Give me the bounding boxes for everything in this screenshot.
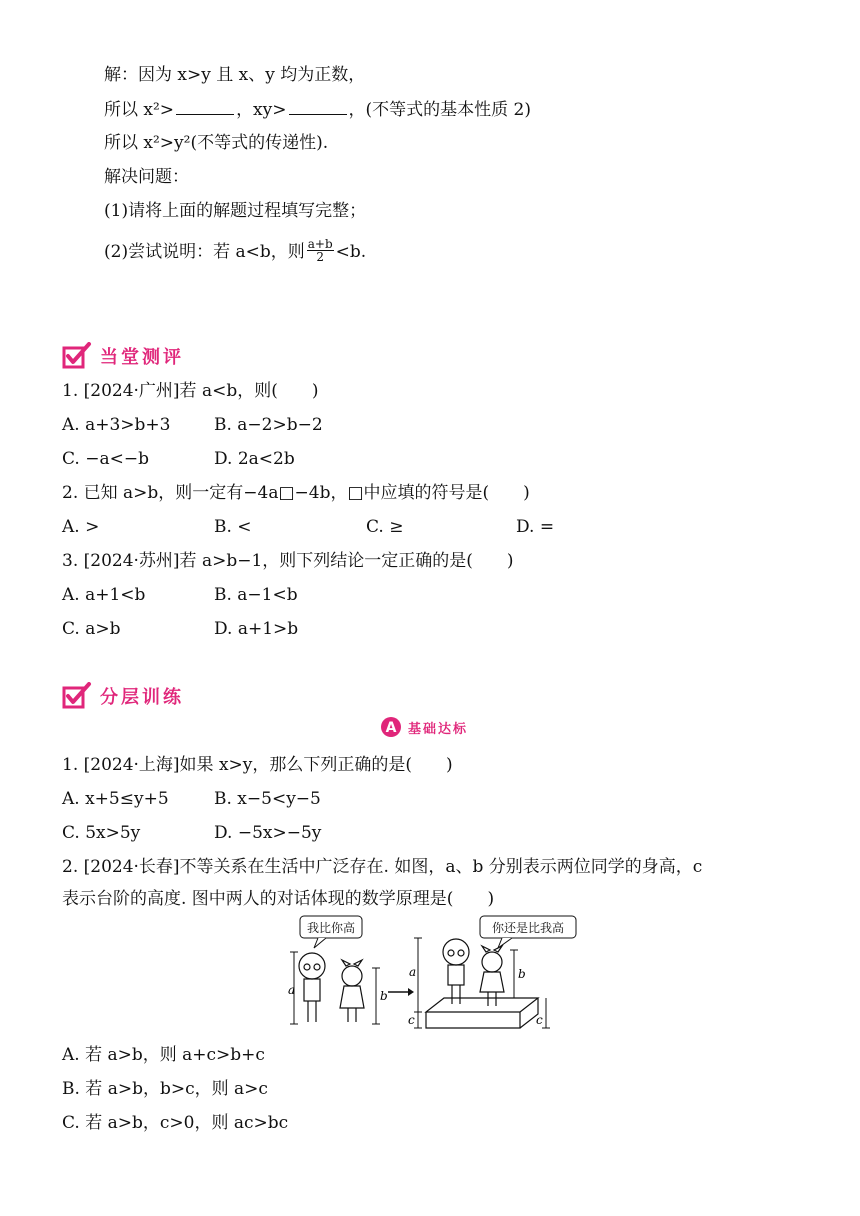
option-a[interactable]: A. > (62, 517, 100, 537)
solution-line-2 (104, 98, 531, 121)
option-d[interactable]: D. a+1>b (214, 619, 299, 639)
option-c[interactable]: C. 若 a>b，c>0，则 ac>bc (62, 1113, 289, 1133)
speech-bubble-left (300, 916, 362, 948)
option-a[interactable]: A. 若 a>b，则 a+c>b+c (62, 1045, 265, 1065)
label-c-left: c (408, 1013, 415, 1027)
speech-left-text: 我比你高 (306, 921, 356, 935)
question-stem: 1. [2024·上海]如果 x>y，那么下列正确的是( ) (62, 755, 453, 775)
section-header-layered-training (62, 680, 184, 712)
option-d[interactable]: D. = (516, 517, 555, 537)
fraction (307, 238, 334, 263)
solution-line-3: 所以 x²>y²(不等式的传递性). (104, 133, 329, 153)
question-stem: 3. [2024·苏州]若 a>b−1，则下列结论一定正确的是( ) (62, 551, 514, 571)
level-a-icon (380, 716, 402, 738)
level-badge (380, 716, 468, 738)
fraction-numerator: a+b (307, 237, 333, 251)
checkbox-check-icon (62, 342, 92, 370)
dimension-b-left (372, 968, 380, 1024)
label-b-left: b (380, 989, 388, 1003)
option-b[interactable]: B. a−1<b (214, 585, 298, 605)
option-c[interactable]: C. a>b (62, 619, 121, 639)
option-b[interactable]: B. < (214, 517, 252, 537)
option-b[interactable]: B. x−5<y−5 (214, 789, 321, 809)
solution-line-5: (1)请将上面的解题过程填写完整； (104, 201, 367, 221)
solution-line-2-part-a: 所以 x²> (104, 100, 175, 120)
option-d[interactable]: D. −5x>−5y (214, 823, 322, 843)
option-b[interactable]: B. a−2>b−2 (214, 415, 323, 435)
level-label: 基础达标 (408, 721, 469, 737)
question-stem-line-2: 表示台阶的高度. 图中两人的对话体现的数学原理是( ) (62, 889, 495, 909)
boy-figure-left (299, 953, 325, 1022)
section-title: 当堂测评 (100, 347, 184, 368)
solution-line-2-part-c: ，(不等式的基本性质 2) (348, 100, 531, 120)
answer-blank-1[interactable] (176, 98, 234, 115)
option-d[interactable]: D. 2a<2b (214, 449, 295, 469)
boy-figure-right (443, 939, 469, 1004)
step-platform (426, 998, 538, 1028)
solution-line-1: 解：因为 x>y 且 x、y 均为正数， (104, 65, 366, 85)
option-b[interactable]: B. 若 a>b，b>c，则 a>c (62, 1079, 268, 1099)
fraction-denominator: 2 (316, 250, 325, 264)
section-title: 分层训练 (100, 687, 184, 708)
speech-right-text: 你还是比我高 (491, 921, 565, 935)
solution-line-6-part-b: <b. (335, 242, 367, 262)
answer-blank-2[interactable] (289, 98, 347, 115)
label-b-right: b (518, 967, 526, 981)
dimension-c-right (542, 998, 550, 1028)
solution-line-6 (104, 237, 367, 265)
question-stem: 1. [2024·广州]若 a<b，则( ) (62, 381, 319, 401)
option-c[interactable]: C. ≥ (366, 517, 404, 537)
option-c[interactable]: C. 5x>5y (62, 823, 141, 843)
girl-figure-left (340, 960, 364, 1022)
solution-line-6-part-a: (2)尝试说明：若 a<b，则 (104, 242, 305, 262)
checkbox-check-icon (62, 682, 92, 710)
speech-bubble-right (480, 916, 576, 948)
section-header-class-test (62, 340, 184, 372)
girl-figure-right (480, 946, 504, 1006)
question-stem-line-1: 2. [2024·长春]不等关系在生活中广泛存在. 如图，a、b 分别表示两位同学的身高，c (62, 857, 703, 877)
label-c-right: c (536, 1013, 543, 1027)
solution-line-4: 解决问题： (104, 167, 189, 187)
option-a[interactable]: A. a+1<b (62, 585, 146, 605)
solution-line-2-part-b: ，xy> (236, 100, 287, 120)
label-a-left: a (288, 983, 296, 997)
label-a-right: a (409, 965, 417, 979)
dimension-c-right-left (414, 1012, 422, 1028)
height-comparison-figure (280, 912, 600, 1042)
question-stem: 2. 已知 a>b，则一定有−4a□−4b，□中应填的符号是( ) (62, 483, 530, 503)
arrow-right-icon (388, 988, 414, 996)
option-c[interactable]: C. −a<−b (62, 449, 149, 469)
option-a[interactable]: A. x+5≤y+5 (62, 789, 169, 809)
dimension-b-right (510, 950, 518, 998)
level-letter: A (385, 720, 397, 736)
option-a[interactable]: A. a+3>b+3 (62, 415, 171, 435)
